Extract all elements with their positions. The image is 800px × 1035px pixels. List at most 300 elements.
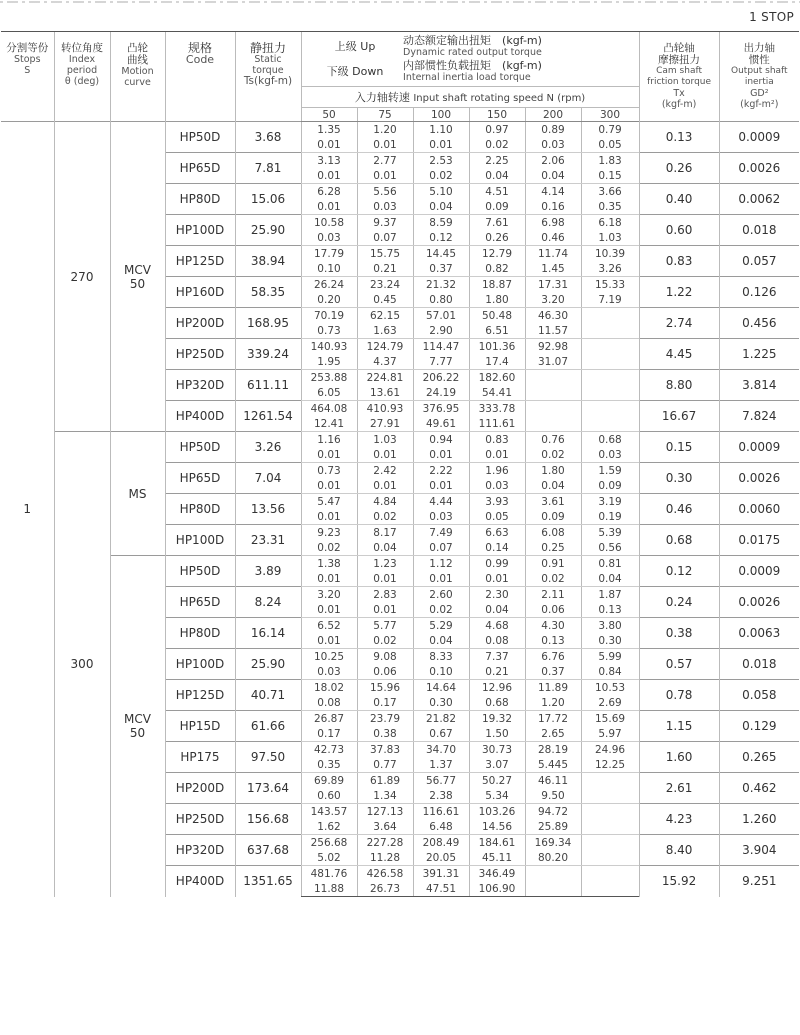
static-torque: 16.14 bbox=[235, 618, 301, 649]
output-inertia: 3.814 bbox=[719, 370, 799, 401]
inertia-torque-50: 0.01 bbox=[301, 509, 357, 525]
inertia-torque-200: 0.04 bbox=[525, 478, 581, 494]
friction-torque: 0.15 bbox=[639, 432, 719, 463]
rpm-75: 75 bbox=[357, 108, 413, 122]
static-torque: 38.94 bbox=[235, 246, 301, 277]
friction-torque: 0.13 bbox=[639, 122, 719, 153]
static-torque: 25.90 bbox=[235, 649, 301, 680]
dynamic-torque-50: 10.25 bbox=[301, 649, 357, 665]
rpm-100: 100 bbox=[413, 108, 469, 122]
static-torque: 15.06 bbox=[235, 184, 301, 215]
motion-curve: MCV 50 bbox=[110, 122, 165, 432]
header-internal-zh: 内部惯性负载扭矩 (kgf-m) bbox=[403, 59, 542, 72]
model-code: HP50D bbox=[165, 432, 235, 463]
inertia-torque-300: 2.69 bbox=[581, 695, 639, 711]
inertia-torque-150: 0.01 bbox=[469, 571, 525, 587]
dynamic-torque-150: 4.51 bbox=[469, 184, 525, 200]
inertia-torque-150: 14.56 bbox=[469, 819, 525, 835]
dynamic-torque-150: 6.63 bbox=[469, 525, 525, 541]
dynamic-torque-50: 1.16 bbox=[301, 432, 357, 448]
static-torque: 637.68 bbox=[235, 835, 301, 866]
inertia-torque-50: 0.01 bbox=[301, 137, 357, 153]
dynamic-torque-150: 3.93 bbox=[469, 494, 525, 510]
friction-torque: 0.38 bbox=[639, 618, 719, 649]
dynamic-torque-150: 12.79 bbox=[469, 246, 525, 262]
inertia-torque-200: 31.07 bbox=[525, 354, 581, 370]
inertia-torque-100: 1.37 bbox=[413, 757, 469, 773]
dynamic-torque-50: 481.76 bbox=[301, 866, 357, 882]
output-inertia: 0.462 bbox=[719, 773, 799, 804]
dynamic-torque-200: 3.61 bbox=[525, 494, 581, 510]
inertia-torque-100: 0.80 bbox=[413, 292, 469, 308]
inertia-torque-50: 11.88 bbox=[301, 881, 357, 897]
spec-table-wrapper bbox=[1, 31, 799, 897]
inertia-torque-75: 27.91 bbox=[357, 416, 413, 432]
inertia-torque-300: 5.97 bbox=[581, 726, 639, 742]
dynamic-torque-75: 410.93 bbox=[357, 401, 413, 417]
static-torque: 25.90 bbox=[235, 215, 301, 246]
inertia-torque-75: 0.17 bbox=[357, 695, 413, 711]
dynamic-torque-100: 8.59 bbox=[413, 215, 469, 231]
inertia-torque-100: 0.10 bbox=[413, 664, 469, 680]
dynamic-torque-50: 1.35 bbox=[301, 122, 357, 138]
inertia-torque-50: 0.73 bbox=[301, 323, 357, 339]
dynamic-torque-150: 2.25 bbox=[469, 153, 525, 169]
inertia-torque-50: 1.62 bbox=[301, 819, 357, 835]
static-torque: 3.68 bbox=[235, 122, 301, 153]
dynamic-torque-100: 14.45 bbox=[413, 246, 469, 262]
header-index-period: 转位角度 Index period θ (deg) bbox=[54, 32, 110, 122]
inertia-torque-300 bbox=[581, 881, 639, 897]
dynamic-torque-100: 376.95 bbox=[413, 401, 469, 417]
header-down: 下级 Down bbox=[326, 65, 384, 78]
inertia-torque-100: 2.38 bbox=[413, 788, 469, 804]
inertia-torque-300: 0.30 bbox=[581, 633, 639, 649]
header-friction-torque: 凸轮轴 摩擦扭力 Cam shaft friction torque Tx (kgf-m) bbox=[639, 32, 719, 122]
dynamic-torque-100: 1.10 bbox=[413, 122, 469, 138]
dynamic-torque-50: 0.73 bbox=[301, 463, 357, 479]
inertia-torque-300 bbox=[581, 850, 639, 866]
inertia-torque-100: 0.02 bbox=[413, 168, 469, 184]
dynamic-torque-50: 6.28 bbox=[301, 184, 357, 200]
dynamic-torque-200: 2.11 bbox=[525, 587, 581, 603]
inertia-torque-75: 0.01 bbox=[357, 168, 413, 184]
static-torque: 23.31 bbox=[235, 525, 301, 556]
dynamic-torque-100: 5.10 bbox=[413, 184, 469, 200]
inertia-torque-50: 0.03 bbox=[301, 664, 357, 680]
dynamic-torque-100: 21.32 bbox=[413, 277, 469, 293]
static-torque: 168.95 bbox=[235, 308, 301, 339]
inertia-torque-50: 0.35 bbox=[301, 757, 357, 773]
header-dynamic-en: Dynamic rated output torque bbox=[403, 47, 542, 58]
dynamic-torque-150: 4.68 bbox=[469, 618, 525, 634]
header-dynamic-zh: 动态额定输出扭矩 (kgf-m) bbox=[403, 34, 542, 47]
dynamic-torque-50: 253.88 bbox=[301, 370, 357, 386]
dynamic-torque-100: 34.70 bbox=[413, 742, 469, 758]
inertia-torque-200: 0.02 bbox=[525, 571, 581, 587]
inertia-torque-75: 26.73 bbox=[357, 881, 413, 897]
dynamic-torque-50: 17.79 bbox=[301, 246, 357, 262]
inertia-torque-150: 0.05 bbox=[469, 509, 525, 525]
static-torque: 1261.54 bbox=[235, 401, 301, 432]
dynamic-torque-150: 0.83 bbox=[469, 432, 525, 448]
header-stops: 分割等份 Stops S bbox=[1, 32, 54, 122]
dynamic-torque-100: 0.94 bbox=[413, 432, 469, 448]
inertia-torque-75: 0.01 bbox=[357, 571, 413, 587]
dynamic-torque-50: 5.47 bbox=[301, 494, 357, 510]
model-code: HP200D bbox=[165, 308, 235, 339]
dynamic-torque-150: 346.49 bbox=[469, 866, 525, 882]
inertia-torque-200: 0.02 bbox=[525, 447, 581, 463]
dynamic-torque-50: 70.19 bbox=[301, 308, 357, 324]
dynamic-torque-75: 1.03 bbox=[357, 432, 413, 448]
output-inertia: 1.260 bbox=[719, 804, 799, 835]
dynamic-torque-50: 18.02 bbox=[301, 680, 357, 696]
inertia-torque-200: 0.04 bbox=[525, 168, 581, 184]
inertia-torque-100: 24.19 bbox=[413, 385, 469, 401]
inertia-torque-75: 0.02 bbox=[357, 509, 413, 525]
inertia-torque-150: 1.80 bbox=[469, 292, 525, 308]
output-inertia: 0.0062 bbox=[719, 184, 799, 215]
inertia-torque-100: 0.01 bbox=[413, 478, 469, 494]
friction-torque: 8.80 bbox=[639, 370, 719, 401]
model-code: HP100D bbox=[165, 649, 235, 680]
header-up: 上级 Up bbox=[334, 40, 376, 53]
inertia-torque-300: 1.03 bbox=[581, 230, 639, 246]
inertia-torque-300: 0.04 bbox=[581, 571, 639, 587]
inertia-torque-150: 111.61 bbox=[469, 416, 525, 432]
dynamic-torque-75: 124.79 bbox=[357, 339, 413, 355]
dynamic-torque-50: 69.89 bbox=[301, 773, 357, 789]
dynamic-torque-150: 1.96 bbox=[469, 463, 525, 479]
header-torque-group bbox=[301, 32, 639, 87]
inertia-torque-150: 45.11 bbox=[469, 850, 525, 866]
dynamic-torque-200: 46.30 bbox=[525, 308, 581, 324]
rpm-150: 150 bbox=[469, 108, 525, 122]
inertia-torque-100: 2.90 bbox=[413, 323, 469, 339]
friction-torque: 0.24 bbox=[639, 587, 719, 618]
friction-torque: 1.15 bbox=[639, 711, 719, 742]
dynamic-torque-150: 50.27 bbox=[469, 773, 525, 789]
dynamic-torque-100: 114.47 bbox=[413, 339, 469, 355]
friction-torque: 0.26 bbox=[639, 153, 719, 184]
table-row bbox=[1, 432, 799, 448]
dynamic-torque-200: 0.89 bbox=[525, 122, 581, 138]
friction-torque: 0.57 bbox=[639, 649, 719, 680]
model-code: HP100D bbox=[165, 215, 235, 246]
static-torque: 339.24 bbox=[235, 339, 301, 370]
static-torque: 13.56 bbox=[235, 494, 301, 525]
dynamic-torque-75: 61.89 bbox=[357, 773, 413, 789]
dynamic-torque-100: 2.60 bbox=[413, 587, 469, 603]
dynamic-torque-50: 26.24 bbox=[301, 277, 357, 293]
friction-torque: 0.68 bbox=[639, 525, 719, 556]
friction-torque: 16.67 bbox=[639, 401, 719, 432]
dynamic-torque-200: 28.19 bbox=[525, 742, 581, 758]
dynamic-torque-100: 116.61 bbox=[413, 804, 469, 820]
inertia-torque-150: 0.01 bbox=[469, 447, 525, 463]
dynamic-torque-150: 7.61 bbox=[469, 215, 525, 231]
static-torque: 97.50 bbox=[235, 742, 301, 773]
inertia-torque-50: 0.02 bbox=[301, 540, 357, 556]
inertia-torque-200 bbox=[525, 881, 581, 897]
dynamic-torque-150: 333.78 bbox=[469, 401, 525, 417]
inertia-torque-100: 7.77 bbox=[413, 354, 469, 370]
static-torque: 58.35 bbox=[235, 277, 301, 308]
dynamic-torque-200: 17.31 bbox=[525, 277, 581, 293]
static-torque: 156.68 bbox=[235, 804, 301, 835]
dynamic-torque-75: 2.83 bbox=[357, 587, 413, 603]
model-code: HP250D bbox=[165, 804, 235, 835]
inertia-torque-300: 0.56 bbox=[581, 540, 639, 556]
inertia-torque-300: 12.25 bbox=[581, 757, 639, 773]
output-inertia: 1.225 bbox=[719, 339, 799, 370]
output-inertia: 0.018 bbox=[719, 215, 799, 246]
inertia-torque-100: 0.01 bbox=[413, 447, 469, 463]
dynamic-torque-200 bbox=[525, 370, 581, 386]
model-code: HP320D bbox=[165, 835, 235, 866]
dynamic-torque-50: 3.20 bbox=[301, 587, 357, 603]
dynamic-torque-50: 10.58 bbox=[301, 215, 357, 231]
dynamic-torque-75: 5.56 bbox=[357, 184, 413, 200]
top-decorative-line bbox=[0, 0, 800, 4]
inertia-torque-150: 17.4 bbox=[469, 354, 525, 370]
output-inertia: 3.904 bbox=[719, 835, 799, 866]
friction-torque: 4.23 bbox=[639, 804, 719, 835]
dynamic-torque-300 bbox=[581, 308, 639, 324]
inertia-torque-200: 3.20 bbox=[525, 292, 581, 308]
inertia-torque-50: 0.01 bbox=[301, 602, 357, 618]
output-inertia: 0.265 bbox=[719, 742, 799, 773]
dynamic-torque-150: 101.36 bbox=[469, 339, 525, 355]
inertia-torque-300: 0.84 bbox=[581, 664, 639, 680]
output-inertia: 7.824 bbox=[719, 401, 799, 432]
inertia-torque-75: 0.01 bbox=[357, 478, 413, 494]
dynamic-torque-300: 0.68 bbox=[581, 432, 639, 448]
output-inertia: 0.0026 bbox=[719, 587, 799, 618]
friction-torque: 15.92 bbox=[639, 866, 719, 897]
output-inertia: 0.0060 bbox=[719, 494, 799, 525]
inertia-torque-50: 0.17 bbox=[301, 726, 357, 742]
dynamic-torque-75: 5.77 bbox=[357, 618, 413, 634]
output-inertia: 0.0026 bbox=[719, 463, 799, 494]
model-code: HP15D bbox=[165, 711, 235, 742]
output-inertia: 0.0175 bbox=[719, 525, 799, 556]
dynamic-torque-200: 46.11 bbox=[525, 773, 581, 789]
dynamic-torque-300: 3.66 bbox=[581, 184, 639, 200]
static-torque: 3.89 bbox=[235, 556, 301, 587]
dynamic-torque-300: 0.79 bbox=[581, 122, 639, 138]
dynamic-torque-50: 143.57 bbox=[301, 804, 357, 820]
dynamic-torque-300: 3.19 bbox=[581, 494, 639, 510]
dynamic-torque-75: 23.79 bbox=[357, 711, 413, 727]
dynamic-torque-150: 12.96 bbox=[469, 680, 525, 696]
inertia-torque-300: 7.19 bbox=[581, 292, 639, 308]
dynamic-torque-100: 2.53 bbox=[413, 153, 469, 169]
inertia-torque-200: 1.45 bbox=[525, 261, 581, 277]
inertia-torque-150: 0.02 bbox=[469, 137, 525, 153]
inertia-torque-50: 1.95 bbox=[301, 354, 357, 370]
static-torque: 1351.65 bbox=[235, 866, 301, 897]
inertia-torque-50: 0.01 bbox=[301, 168, 357, 184]
model-code: HP160D bbox=[165, 277, 235, 308]
friction-torque: 4.45 bbox=[639, 339, 719, 370]
dynamic-torque-300: 3.80 bbox=[581, 618, 639, 634]
inertia-torque-300 bbox=[581, 323, 639, 339]
dynamic-torque-75: 37.83 bbox=[357, 742, 413, 758]
inertia-torque-50: 0.01 bbox=[301, 633, 357, 649]
inertia-torque-300: 0.19 bbox=[581, 509, 639, 525]
inertia-torque-75: 0.77 bbox=[357, 757, 413, 773]
inertia-torque-75: 3.64 bbox=[357, 819, 413, 835]
dynamic-torque-200: 11.74 bbox=[525, 246, 581, 262]
dynamic-torque-75: 9.37 bbox=[357, 215, 413, 231]
spec-table bbox=[1, 31, 799, 897]
output-inertia: 0.0009 bbox=[719, 432, 799, 463]
friction-torque: 0.78 bbox=[639, 680, 719, 711]
model-code: HP65D bbox=[165, 463, 235, 494]
dynamic-torque-100: 206.22 bbox=[413, 370, 469, 386]
inertia-torque-100: 0.04 bbox=[413, 633, 469, 649]
dynamic-torque-100: 56.77 bbox=[413, 773, 469, 789]
model-code: HP65D bbox=[165, 153, 235, 184]
inertia-torque-150: 0.03 bbox=[469, 478, 525, 494]
inertia-torque-200: 0.03 bbox=[525, 137, 581, 153]
dynamic-torque-300 bbox=[581, 401, 639, 417]
inertia-torque-75: 11.28 bbox=[357, 850, 413, 866]
dynamic-torque-300 bbox=[581, 835, 639, 851]
inertia-torque-75: 0.01 bbox=[357, 447, 413, 463]
dynamic-torque-300: 5.39 bbox=[581, 525, 639, 541]
inertia-torque-200: 0.13 bbox=[525, 633, 581, 649]
dynamic-torque-200: 17.72 bbox=[525, 711, 581, 727]
inertia-torque-75: 0.21 bbox=[357, 261, 413, 277]
inertia-torque-300: 0.15 bbox=[581, 168, 639, 184]
model-code: HP200D bbox=[165, 773, 235, 804]
output-inertia: 9.251 bbox=[719, 866, 799, 897]
dynamic-torque-300: 10.39 bbox=[581, 246, 639, 262]
dynamic-torque-75: 224.81 bbox=[357, 370, 413, 386]
output-inertia: 0.018 bbox=[719, 649, 799, 680]
motion-curve: MCV 50 bbox=[110, 556, 165, 897]
static-torque: 173.64 bbox=[235, 773, 301, 804]
friction-torque: 0.60 bbox=[639, 215, 719, 246]
inertia-torque-50: 0.01 bbox=[301, 447, 357, 463]
dynamic-torque-300 bbox=[581, 370, 639, 386]
dynamic-torque-50: 9.23 bbox=[301, 525, 357, 541]
inertia-torque-200: 9.50 bbox=[525, 788, 581, 804]
dynamic-torque-75: 4.84 bbox=[357, 494, 413, 510]
dynamic-torque-100: 14.64 bbox=[413, 680, 469, 696]
header-static-torque: 静扭力 Static torque Ts(kgf-m) bbox=[235, 32, 301, 122]
inertia-torque-75: 0.04 bbox=[357, 540, 413, 556]
dynamic-torque-150: 30.73 bbox=[469, 742, 525, 758]
dynamic-torque-150: 18.87 bbox=[469, 277, 525, 293]
dynamic-torque-75: 15.96 bbox=[357, 680, 413, 696]
dynamic-torque-300: 6.18 bbox=[581, 215, 639, 231]
output-inertia: 0.0009 bbox=[719, 556, 799, 587]
inertia-torque-75: 0.03 bbox=[357, 199, 413, 215]
inertia-torque-200: 0.06 bbox=[525, 602, 581, 618]
dynamic-torque-300: 5.99 bbox=[581, 649, 639, 665]
inertia-torque-100: 0.02 bbox=[413, 602, 469, 618]
dynamic-torque-75: 127.13 bbox=[357, 804, 413, 820]
inertia-torque-300 bbox=[581, 416, 639, 432]
inertia-torque-100: 0.67 bbox=[413, 726, 469, 742]
dynamic-torque-150: 0.99 bbox=[469, 556, 525, 572]
static-torque: 40.71 bbox=[235, 680, 301, 711]
inertia-torque-150: 106.90 bbox=[469, 881, 525, 897]
model-code: HP400D bbox=[165, 401, 235, 432]
inertia-torque-150: 1.50 bbox=[469, 726, 525, 742]
output-inertia: 0.0009 bbox=[719, 122, 799, 153]
dynamic-torque-200: 92.98 bbox=[525, 339, 581, 355]
model-code: HP50D bbox=[165, 122, 235, 153]
inertia-torque-150: 0.04 bbox=[469, 168, 525, 184]
model-code: HP175 bbox=[165, 742, 235, 773]
inertia-torque-200: 5.445 bbox=[525, 757, 581, 773]
inertia-torque-300: 3.26 bbox=[581, 261, 639, 277]
model-code: HP320D bbox=[165, 370, 235, 401]
header-motion-curve: 凸轮 曲线 Motion curve bbox=[110, 32, 165, 122]
dynamic-torque-50: 26.87 bbox=[301, 711, 357, 727]
dynamic-torque-75: 8.17 bbox=[357, 525, 413, 541]
friction-torque: 0.12 bbox=[639, 556, 719, 587]
dynamic-torque-150: 7.37 bbox=[469, 649, 525, 665]
inertia-torque-75: 0.01 bbox=[357, 602, 413, 618]
stops-value: 1 bbox=[1, 122, 54, 897]
inertia-torque-150: 0.68 bbox=[469, 695, 525, 711]
inertia-torque-50: 0.08 bbox=[301, 695, 357, 711]
inertia-torque-50: 0.01 bbox=[301, 571, 357, 587]
dynamic-torque-200: 169.34 bbox=[525, 835, 581, 851]
friction-torque: 2.61 bbox=[639, 773, 719, 804]
table-row bbox=[1, 556, 799, 572]
inertia-torque-50: 0.20 bbox=[301, 292, 357, 308]
inertia-torque-200: 0.46 bbox=[525, 230, 581, 246]
inertia-torque-200: 0.09 bbox=[525, 509, 581, 525]
dynamic-torque-200: 0.91 bbox=[525, 556, 581, 572]
dynamic-torque-50: 1.38 bbox=[301, 556, 357, 572]
friction-torque: 0.83 bbox=[639, 246, 719, 277]
dynamic-torque-200: 6.98 bbox=[525, 215, 581, 231]
friction-torque: 0.46 bbox=[639, 494, 719, 525]
inertia-torque-75: 1.63 bbox=[357, 323, 413, 339]
inertia-torque-200 bbox=[525, 385, 581, 401]
dynamic-torque-200 bbox=[525, 866, 581, 882]
inertia-torque-100: 0.04 bbox=[413, 199, 469, 215]
dynamic-torque-50: 140.93 bbox=[301, 339, 357, 355]
inertia-torque-300: 0.13 bbox=[581, 602, 639, 618]
inertia-torque-200: 25.89 bbox=[525, 819, 581, 835]
inertia-torque-150: 0.26 bbox=[469, 230, 525, 246]
inertia-torque-200: 0.37 bbox=[525, 664, 581, 680]
dynamic-torque-100: 208.49 bbox=[413, 835, 469, 851]
inertia-torque-300 bbox=[581, 354, 639, 370]
inertia-torque-100: 0.01 bbox=[413, 571, 469, 587]
rpm-300: 300 bbox=[581, 108, 639, 122]
dynamic-torque-100: 57.01 bbox=[413, 308, 469, 324]
dynamic-torque-300: 24.96 bbox=[581, 742, 639, 758]
output-inertia: 0.0063 bbox=[719, 618, 799, 649]
inertia-torque-75: 4.37 bbox=[357, 354, 413, 370]
friction-torque: 0.40 bbox=[639, 184, 719, 215]
output-inertia: 0.057 bbox=[719, 246, 799, 277]
dynamic-torque-75: 1.20 bbox=[357, 122, 413, 138]
model-code: HP250D bbox=[165, 339, 235, 370]
dynamic-torque-300: 1.59 bbox=[581, 463, 639, 479]
dynamic-torque-200: 6.76 bbox=[525, 649, 581, 665]
